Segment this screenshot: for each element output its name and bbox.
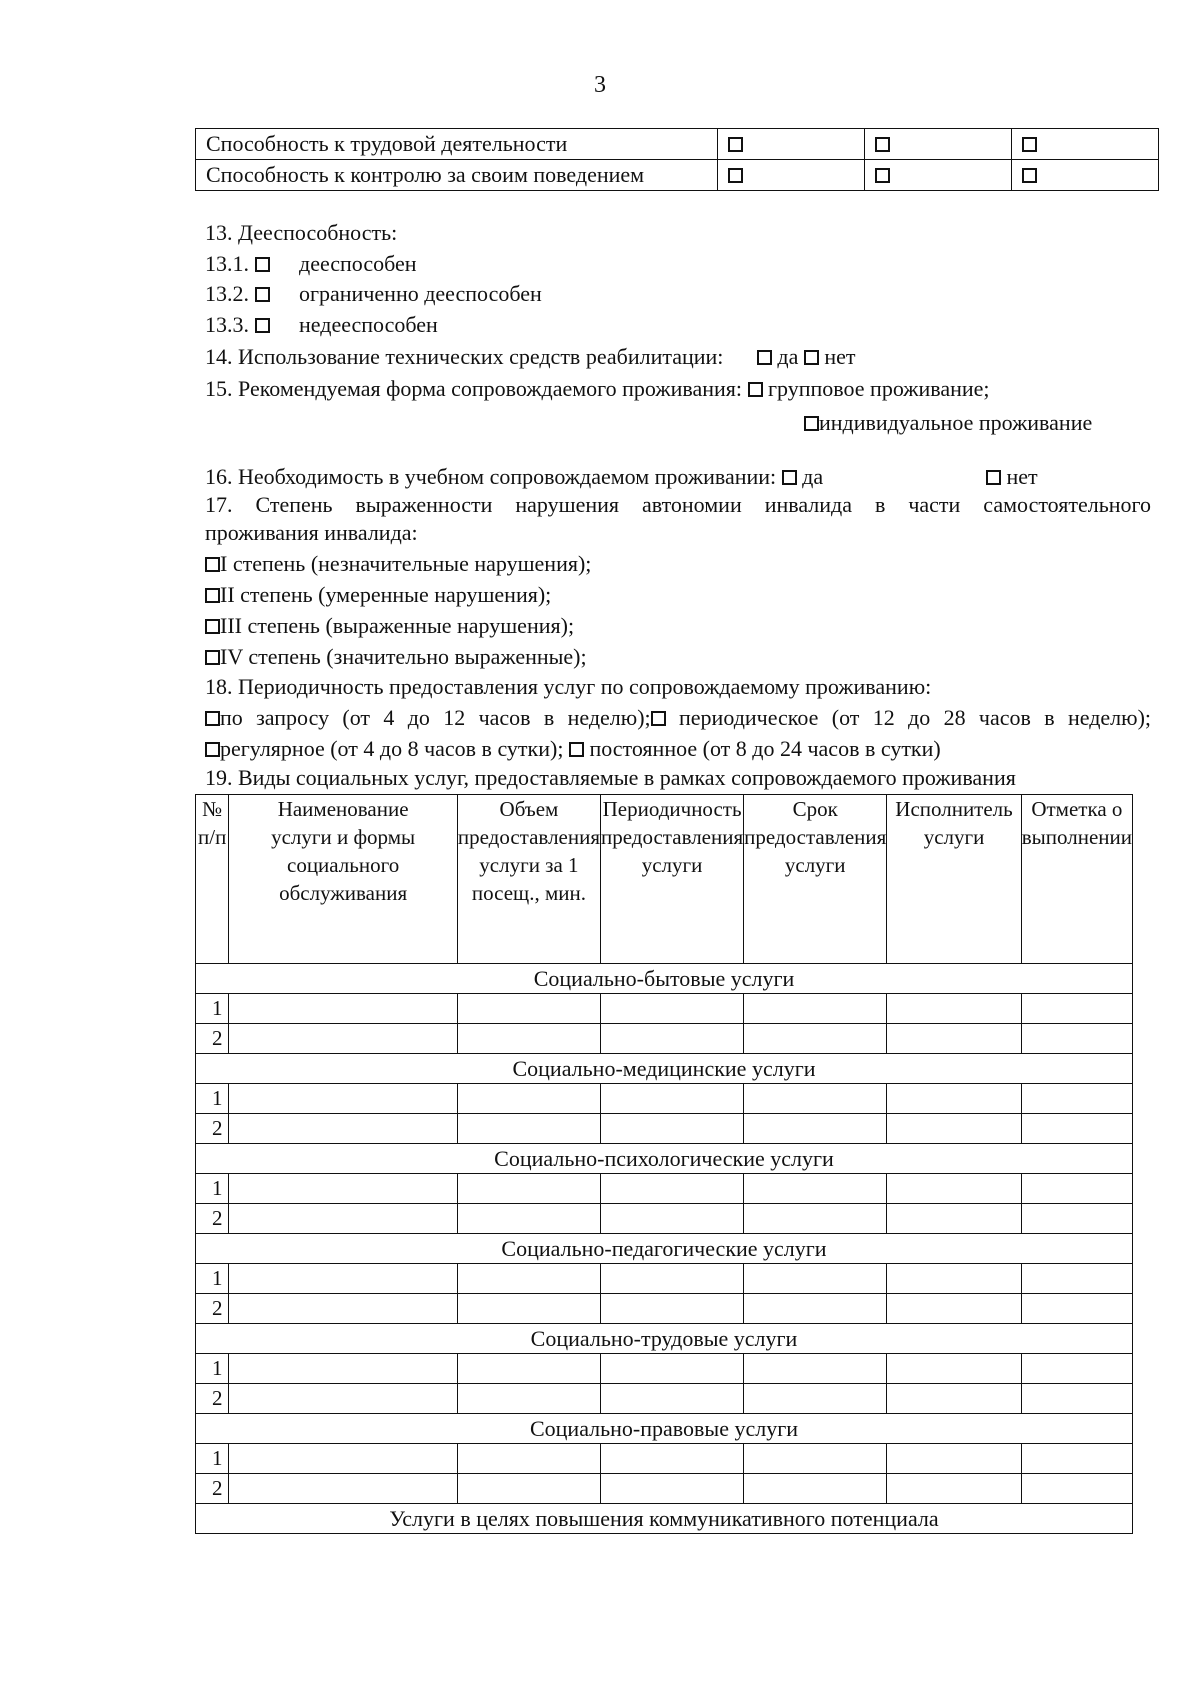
checkbox[interactable] xyxy=(757,350,772,365)
services-table xyxy=(195,794,1133,1534)
group-row: Социально-педагогические услуги xyxy=(196,1234,1133,1264)
checkbox[interactable] xyxy=(205,588,220,603)
table-row: 1 xyxy=(196,1444,1133,1474)
checkbox[interactable] xyxy=(728,137,743,152)
checkbox[interactable] xyxy=(804,416,819,431)
table-row: 1 xyxy=(196,994,1133,1024)
checkbox[interactable] xyxy=(875,137,890,152)
col-executor-header: Исполнитель услуги xyxy=(887,795,1021,964)
ability-label: Способность к контролю за своим поведением xyxy=(196,160,718,191)
checkbox[interactable] xyxy=(1022,168,1037,183)
checkbox[interactable] xyxy=(205,742,220,757)
group-row: Социально-медицинские услуги xyxy=(196,1054,1133,1084)
table-header-row xyxy=(196,795,1133,964)
checkbox[interactable] xyxy=(728,168,743,183)
item13-title: 13. Дееспособность: xyxy=(205,220,398,245)
col-term-header: Срок предоставления услуги xyxy=(744,795,887,964)
item15-option-2: индивидуальное проживание xyxy=(804,408,1092,438)
checkbox[interactable] xyxy=(255,318,270,333)
item16: 16. Необходимость в учебном сопровождаемом проживании: да xyxy=(205,464,824,489)
checkbox[interactable] xyxy=(748,382,763,397)
group-row: Социально-бытовые услуги xyxy=(196,964,1133,994)
checkbox[interactable] xyxy=(804,350,819,365)
group-row: Социально-психологические услуги xyxy=(196,1144,1133,1174)
group-row: Социально-трудовые услуги xyxy=(196,1324,1133,1354)
table-row: 1 xyxy=(196,1084,1133,1114)
checkbox[interactable] xyxy=(205,557,220,572)
table-row: 1 xyxy=(196,1264,1133,1294)
checkbox[interactable] xyxy=(205,619,220,634)
table-row: 1 xyxy=(196,1354,1133,1384)
checkbox[interactable] xyxy=(782,470,797,485)
table-row: 2 xyxy=(196,1294,1133,1324)
col-period-header: Периодичность предоставления услуги xyxy=(601,795,744,964)
item18-line-1: по запросу (от 4 до 12 часов в неделю); периодическое (от 12 до 28 часов в неделю); xyxy=(205,703,1151,733)
checkbox[interactable] xyxy=(255,287,270,302)
item15: 15. Рекомендуемая форма сопровождаемого проживания: групповое проживание; xyxy=(205,376,990,401)
col-num-header: № п/п xyxy=(196,795,229,964)
col-mark-header: Отметка о выполнении xyxy=(1021,795,1132,964)
item17-option-4: IV степень (значительно выраженные); xyxy=(205,642,587,672)
col-volume-header: Объем предоставления услуги за 1 посещ., мин. xyxy=(457,795,600,964)
abilities-table xyxy=(195,128,1159,191)
item13-option-1: 13.1. дееспособен xyxy=(205,251,417,276)
checkbox[interactable] xyxy=(205,650,220,665)
table-row xyxy=(196,129,1159,160)
group-row: Услуги в целях повышения коммуникативного потенциала xyxy=(196,1504,1133,1534)
item18-line-2: регулярное (от 4 до 8 часов в сутки); постоянное (от 8 до 24 часов в сутки) xyxy=(205,734,941,764)
table-row: 2 xyxy=(196,1114,1133,1144)
group-row: Социально-правовые услуги xyxy=(196,1414,1133,1444)
table-row: 2 xyxy=(196,1474,1133,1504)
item13-option-3: 13.3. недееспособен xyxy=(205,312,438,337)
checkbox[interactable] xyxy=(875,168,890,183)
item16-no: нет xyxy=(986,462,1038,492)
col-name-header: Наименование услуги и формы социального обслуживания xyxy=(229,795,458,964)
table-row: 2 xyxy=(196,1384,1133,1414)
table-row: 2 xyxy=(196,1204,1133,1234)
item17-option-2: II степень (умеренные нарушения); xyxy=(205,580,551,610)
page-number: 3 xyxy=(594,72,606,98)
checkbox[interactable] xyxy=(651,711,666,726)
item17-line-2: проживания инвалида: xyxy=(205,520,418,545)
item18-title: 18. Периодичность предоставления услуг по сопровождаемому проживанию: xyxy=(205,674,932,699)
ability-label: Способность к трудовой деятельности xyxy=(196,129,718,160)
item14: 14. Использование технических средств реабилитации: да нет xyxy=(205,344,856,369)
item19-title: 19. Виды социальных услуг, предоставляемые в рамках сопровождаемого проживания xyxy=(205,765,1016,790)
table-row: 2 xyxy=(196,1024,1133,1054)
item13-option-2: 13.2. ограниченно дееспособен xyxy=(205,281,542,306)
item17-option-1: I степень (незначительные нарушения); xyxy=(205,549,591,579)
checkbox[interactable] xyxy=(1022,137,1037,152)
checkbox[interactable] xyxy=(205,711,220,726)
item17-option-3: III степень (выраженные нарушения); xyxy=(205,611,574,641)
table-row xyxy=(196,160,1159,191)
checkbox[interactable] xyxy=(255,257,270,272)
checkbox[interactable] xyxy=(986,470,1001,485)
table-row: 1 xyxy=(196,1174,1133,1204)
item17-line-1: 17. Степень выраженности нарушения автономии инвалида в части самостоятельного xyxy=(205,492,1151,517)
checkbox[interactable] xyxy=(569,742,584,757)
